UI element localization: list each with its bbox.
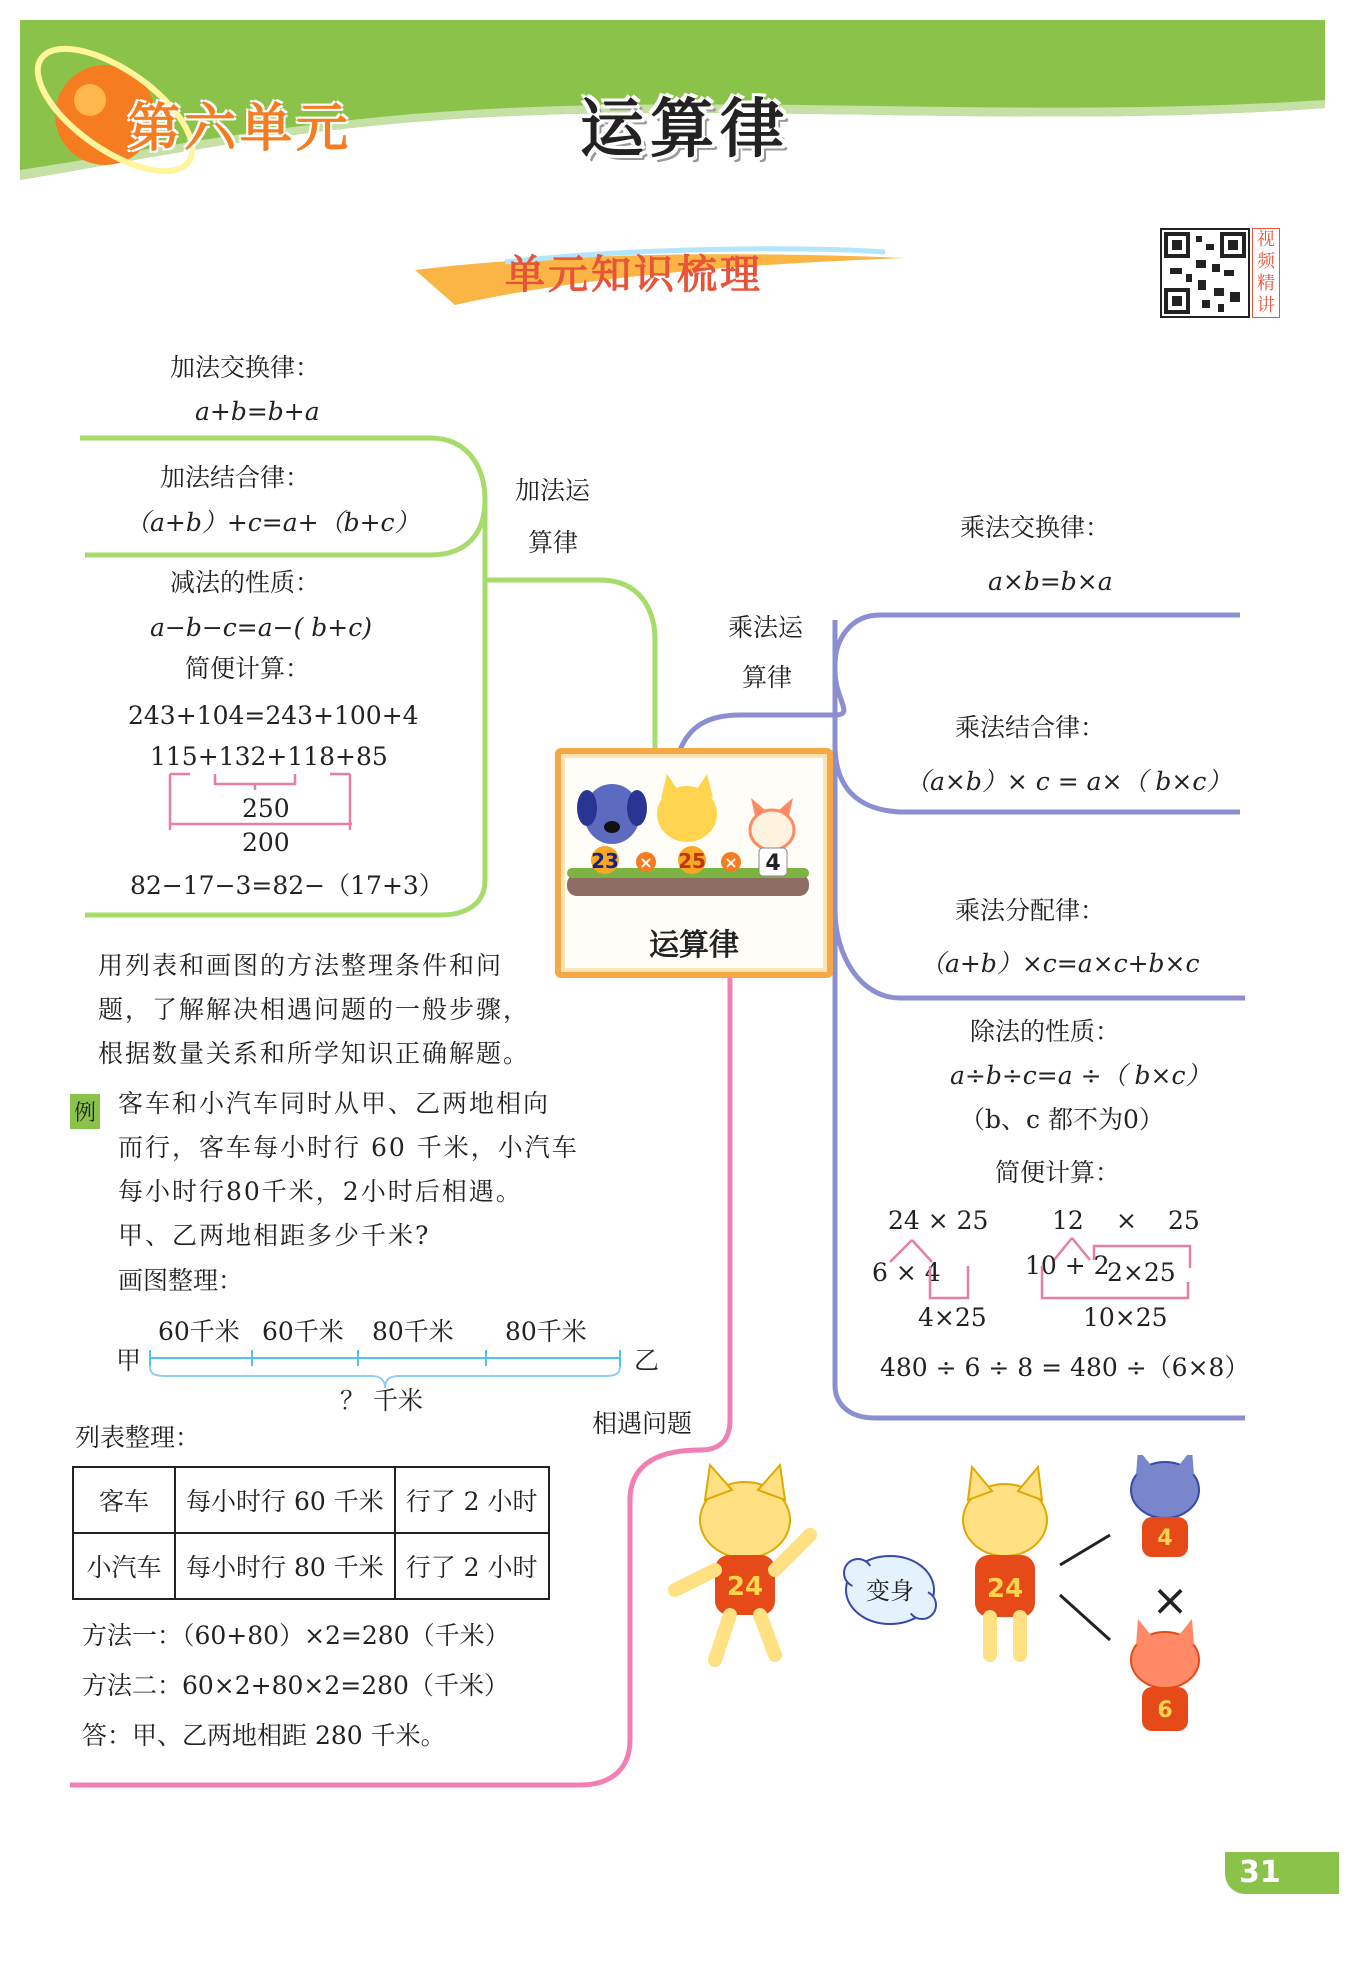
example-line-4: 甲、乙两地相距多少千米?	[118, 1221, 431, 1250]
mul-calc-a-bracket	[920, 1264, 980, 1304]
table-title: 列表整理：	[75, 1423, 201, 1452]
mul-distributive-title: 乘法分配律：	[955, 896, 1106, 925]
example-tag: 例	[70, 1094, 100, 1129]
cat-top	[1131, 1455, 1199, 1557]
mul-calc-b-part: 2×25	[1107, 1258, 1176, 1287]
add-shortcut-title: 简便计算：	[185, 654, 311, 683]
transform-label: 变身	[866, 1577, 914, 1605]
answer: 答：甲、乙两地相距 280 千米。	[82, 1721, 446, 1750]
add-calc-2-sum-inner: 250	[242, 794, 290, 823]
mul-shortcut-title: 简便计算：	[995, 1158, 1121, 1187]
add-commutative-formula: a+b=b+a	[195, 397, 320, 426]
table-cell: 客车	[73, 1467, 175, 1533]
table-cell: 每小时行 80 千米	[175, 1533, 395, 1599]
meeting-intro-line-2: 题，了解解决相遇问题的一般步骤，	[98, 995, 531, 1024]
animal-characters-illustration	[567, 772, 809, 902]
center-number-23: 23	[591, 849, 619, 873]
diagram-segment-2: 60千米	[262, 1317, 344, 1346]
addition-branch-label-2: 算律	[528, 528, 579, 557]
mul-calc-b-times: ×	[1116, 1206, 1137, 1235]
diagram-segment-4: 80千米	[505, 1317, 587, 1346]
section-subtitle: 单元知识梳理	[505, 252, 763, 298]
cat-top-number: 4	[1157, 1526, 1173, 1551]
cat-middle-number: 24	[986, 1574, 1024, 1604]
center-number-25: 25	[678, 849, 706, 873]
mul-associative-formula: （a×b）× c = a×（ b×c）	[905, 767, 1232, 796]
center-topic-label: 运算律	[649, 928, 739, 963]
add-commutative-title: 加法交换律：	[170, 353, 321, 382]
multiplication-branch-label-2: 算律	[742, 663, 793, 692]
diagram-title: 画图整理：	[118, 1266, 244, 1295]
page-title: 运算律	[580, 93, 790, 167]
mul-calc-b-top-1: 12	[1052, 1206, 1084, 1235]
cat-left-number: 24	[726, 1572, 764, 1602]
cat-bottom	[1131, 1619, 1199, 1731]
diagram-unknown: ？ 千米	[340, 1386, 423, 1415]
add-associative-title: 加法结合律：	[160, 463, 311, 492]
illustration-times: ×	[1151, 1575, 1189, 1626]
table-cell: 小汽车	[73, 1533, 175, 1599]
meeting-intro-line-1: 用列表和画图的方法整理条件和问	[98, 951, 504, 980]
cat-middle	[963, 1467, 1047, 1655]
table-row	[73, 1467, 549, 1533]
subtraction-formula: a−b−c=a−( b+c)	[150, 613, 373, 642]
diagram-segment-1: 60千米	[158, 1317, 240, 1346]
center-number-4: 4	[765, 851, 781, 876]
center-times-1: ×	[639, 853, 653, 872]
diagram-segment-3: 80千米	[372, 1317, 454, 1346]
mul-distributive-formula: （a+b）×c=a×c+b×c	[920, 949, 1200, 978]
addition-branch-label-1: 加法运	[515, 476, 591, 505]
mul-calc-b-split: 10 + 2	[1025, 1251, 1110, 1280]
mul-calc-a-top: 24 × 25	[888, 1206, 989, 1235]
mul-calc-a-split: 6 × 4	[872, 1258, 941, 1287]
transform-cloud	[844, 1556, 936, 1624]
table-cell: 行了 2 小时	[395, 1533, 549, 1599]
table-cell: 每小时行 60 千米	[175, 1467, 395, 1533]
add-associative-formula: （a+b）+c=a+（b+c）	[125, 508, 420, 537]
page-number: 31	[1225, 1852, 1339, 1894]
division-note: （b、c 都不为0）	[960, 1105, 1164, 1134]
qr-label: 视频精讲	[1252, 228, 1280, 318]
center-topic-box	[555, 748, 833, 978]
meeting-branch-label: 相遇问题	[592, 1409, 693, 1438]
mul-calc-a-result: 4×25	[918, 1303, 987, 1332]
diagram-end: 乙	[634, 1346, 660, 1375]
diagram-start: 甲	[116, 1346, 142, 1375]
cat-left	[675, 1465, 810, 1660]
mul-calc-b-bracket	[1036, 1264, 1196, 1304]
mul-commutative-title: 乘法交换律：	[960, 513, 1111, 542]
table-row	[73, 1533, 549, 1599]
mul-calc-c: 480 ÷ 6 ÷ 8 = 480 ÷（6×8）	[880, 1353, 1250, 1382]
method-2: 方法二：60×2+80×2=280（千米）	[82, 1671, 509, 1700]
add-calc-1: 243+104=243+100+4	[128, 701, 419, 730]
example-line-2: 而行，客车每小时行 60 千米，小汽车	[118, 1133, 579, 1162]
add-calc-3: 82−17−3=82−（17+3）	[130, 871, 444, 900]
subtraction-title: 减法的性质：	[170, 568, 321, 597]
unit-label: 第六单元	[128, 99, 353, 159]
mul-calc-b-top-2: 25	[1168, 1206, 1200, 1235]
add-calc-2: 115+132+118+85	[150, 742, 388, 771]
multiplication-branch-label-1: 乘法运	[728, 613, 804, 642]
example-line-3: 每小时行80千米，2小时后相遇。	[118, 1177, 523, 1206]
mul-commutative-formula: a×b=b×a	[988, 567, 1113, 596]
meeting-intro-line-3: 根据数量关系和所学知识正确解题。	[98, 1039, 531, 1068]
add-calc-2-sum-outer: 200	[242, 828, 290, 857]
table-cell: 行了 2 小时	[395, 1467, 549, 1533]
mul-associative-title: 乘法结合律：	[955, 713, 1106, 742]
center-times-2: ×	[724, 853, 738, 872]
division-title: 除法的性质：	[970, 1017, 1121, 1046]
method-1: 方法一：（60+80）×2=280（千米）	[82, 1621, 510, 1650]
example-line-1: 客车和小汽车同时从甲、乙两地相向	[118, 1089, 551, 1118]
conditions-table	[72, 1466, 550, 1600]
cat-bottom-number: 6	[1157, 1698, 1173, 1723]
mul-calc-b-result: 10×25	[1083, 1303, 1168, 1332]
cat-transform-illustration	[660, 1455, 1220, 1765]
division-formula: a÷b÷c=a ÷（ b×c）	[950, 1061, 1211, 1090]
